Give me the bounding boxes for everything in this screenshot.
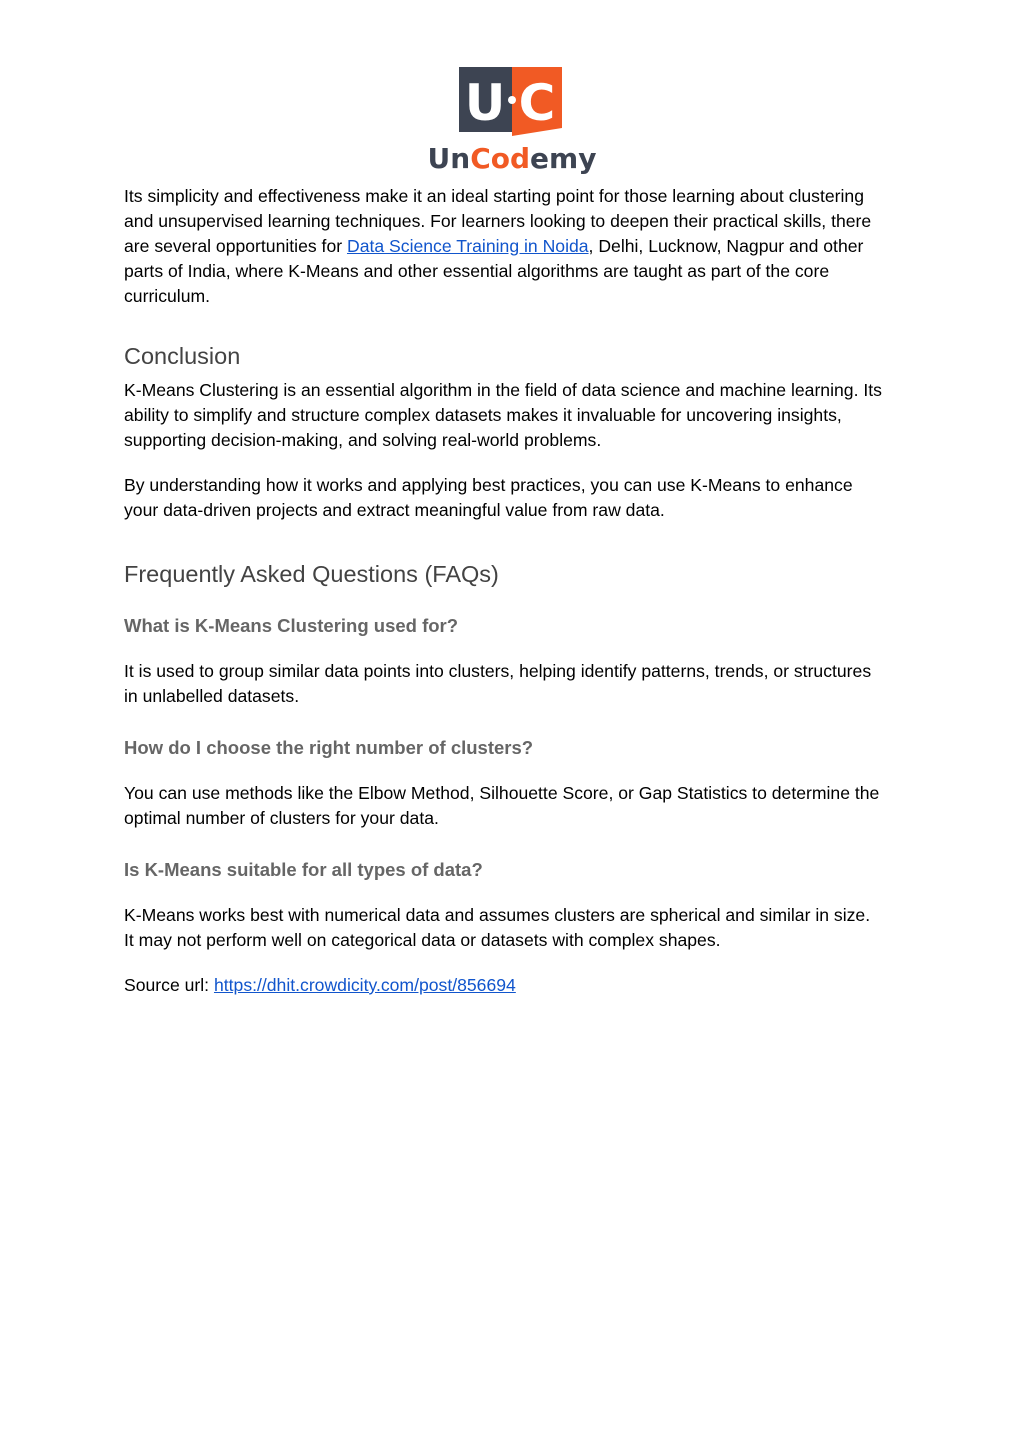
- faq-answer-1: It is used to group similar data points into clusters, helping identify patterns, trends, or structures in unlabelled datasets.: [124, 661, 872, 706]
- faq-question-3: Is K-Means suitable for all types of data?: [124, 859, 483, 880]
- faq-answer-2: You can use methods like the Elbow Method, Silhouette Score, or Gap Statistics to determine the optimal number of clusters for your data.: [124, 783, 880, 828]
- logo-wordmark-emy: emy: [530, 142, 597, 175]
- logo-wordmark: [428, 142, 597, 175]
- conclusion-heading: Conclusion: [124, 343, 241, 369]
- logo-mark-dot: [508, 96, 516, 104]
- logo-mark-right-letter: C: [518, 74, 556, 132]
- conclusion-paragraph-1: K-Means Clustering is an essential algorithm in the field of data science and machine learning. Its ability to simplify and structure complex datasets makes it invaluable for uncovering insights, supporting decision-making, and solving real-world problems.: [124, 380, 882, 450]
- faq-question-1: What is K-Means Clustering used for?: [124, 615, 459, 636]
- intro-paragraph: [124, 184, 884, 309]
- document-body: [124, 184, 884, 998]
- source-url-link[interactable]: https://dhit.crowdicity.com/post/856694: [213, 975, 516, 995]
- faq-question-2: How do I choose the right number of clusters?: [124, 737, 534, 758]
- logo-wordmark-cod: Cod: [470, 142, 531, 175]
- logo-wordmark-un: Un: [427, 142, 471, 175]
- source-label: Source url:: [124, 975, 214, 995]
- uncodemy-logo: [426, 64, 598, 176]
- conclusion-paragraph-2: By understanding how it works and applying best practices, you can use K-Means to enhance your data-driven projects and extract meaningful value from raw data.: [124, 475, 853, 520]
- faq-answer-3: K-Means works best with numerical data and assumes clusters are spherical and similar in size. It may not perform well on categorical data or datasets with complex shapes.: [124, 905, 871, 950]
- intro-text-after-link: , Delhi, Lucknow, Nagpur and other parts of India, where K-Means and other essential algorithms are taught as part of the core curriculum.: [124, 236, 864, 306]
- source-line: [124, 973, 884, 998]
- logo-mark-left-letter: U: [464, 74, 506, 132]
- intro-text-before-link: Its simplicity and effectiveness make it an ideal starting point for those learning about clustering and unsupervised learning techniques. For learners looking to deepen their practical skills, there are several opportunities for: [124, 186, 872, 256]
- data-science-training-link[interactable]: Data Science Training in Noida: [346, 236, 589, 256]
- faq-heading: Frequently Asked Questions (FAQs): [124, 561, 499, 587]
